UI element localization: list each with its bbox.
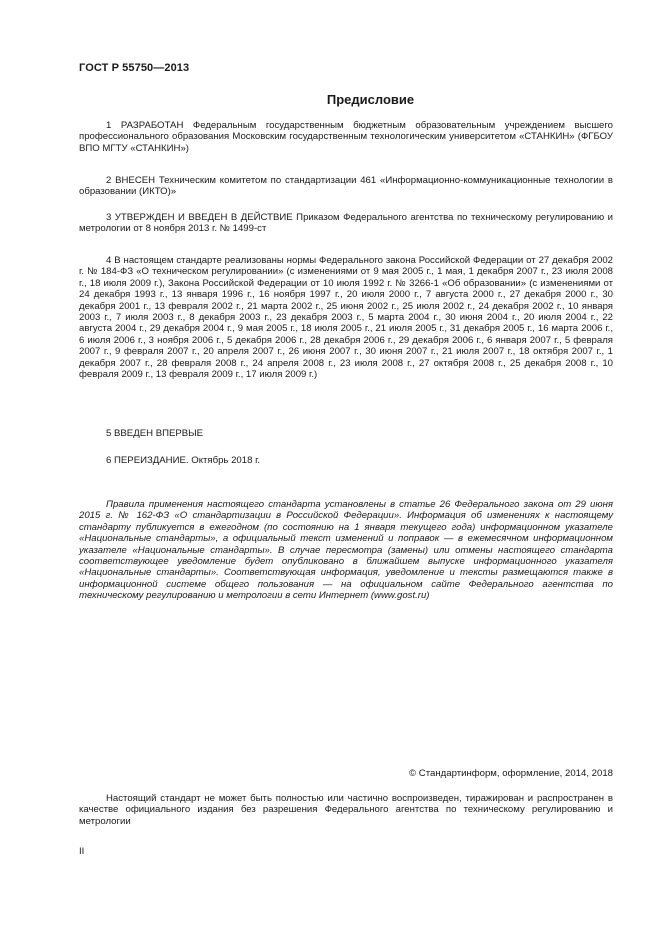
- copyright-line: © Стандартинформ, оформление, 2014, 2018: [409, 768, 613, 779]
- standard-id-header: ГОСТ Р 55750—2013: [79, 62, 190, 74]
- paragraph-2-introduced: 2 ВНЕСЕН Техническим комитетом по стандартизации 461 «Информационно-коммуникационные технологии в образовании (ИКТО)»: [79, 175, 613, 198]
- reproduction-notice: Настоящий стандарт не может быть полностью или частично воспроизведен, тиражирован и распространен в качестве официального издания без разрешения Федерального агентства по техническому регулированию и метрологии: [79, 793, 613, 827]
- page-title: Предисловие: [326, 92, 415, 107]
- paragraph-4-law-norms: 4 В настоящем стандарте реализованы нормы Федерального закона Российской Федерации от 27 декабря 2002 г. № 184-ФЗ «О техническом регулировании» (с изменениями от 9 мая 2005 г., 1 мая, 1 декабря 2007 г., 23 июля 2008 г., 18 июля 2009 г.), Закона Российской Федерации от 10 июля 1992 г. № 3266-1 «Об образовании» (с изменениями от 24 декабря 1993 г., 13 января 1996 г., 16 ноября 1997 г., 20 июля 2000 г., 7 августа 2000 г., 27 декабря 2000 г., 30 декабря 2001 г., 13 февраля 2002 г., 21 марта 2002 г., 25 июня 2002 г., 25 июля 2002 г., 24 декабря 2002 г., 10 января 2003 г., 7 июля 2003 г., 8 декабря 2003 г., 23 декабря 2003 г., 5 марта 2004 г., 30 июня 2004 г., 20 июля 2004 г., 22 августа 2004 г., 29 декабря 2004 г., 9 мая 2005 г., 18 июля 2005 г., 21 июля 2005 г., 31 декабря 2005 г., 16 марта 2006 г., 6 июля 2006 г., 3 ноября 2006 г., 5 декабря 2006 г., 28 декабря 2006 г., 29 декабря 2006 г., 6 января 2007 г., 5 февраля 2007 г., 9 февраля 2007 г., 20 апреля 2007 г., 26 июня 2007 г., 30 июня 2007 г., 21 июля 2007 г., 18 октября 2007 г., 1 декабря 2007 г., 28 февраля 2008 г., 24 апреля 2008 г., 23 июля 2008 г., 27 октября 2008 г., 25 декабря 2008 г., 10 февраля 2009 г., 13 февраля 2009 г., 17 июля 2009 г.): [79, 255, 613, 381]
- application-rules-notice: Правила применения настоящего стандарта установлены в статье 26 Федерального закона от 29 июня 2015 г. № 162-ФЗ «О стандартизации в Российской Федерации». Информация об изменениях к настоящему стандарту публикуется в ежегодном (по состоянию на 1 января текущего года) информационном указателе «Национальные стандарты», а официальный текст изменений и поправок — в ежемесячном информационном указателе «Национальные стандарты». В случае пересмотра (замены) или отмены настоящего стандарта соответствующее уведомление будет опубликовано в ближайшем выпуске информационного указателя «Национальные стандарты». Соответствующая информация, уведомление и тексты размещаются также в информационной системе общего пользования — на официальном сайте Федерального агентства по техническому регулированию и метрологии в сети Интернет (www.gost.ru): [79, 499, 613, 602]
- paragraph-1-developed: 1 РАЗРАБОТАН Федеральным государственным бюджетным образовательным учреждением высшего профессионального образования Московским государственным технологическим университетом «СТАНКИН» (ФГБОУ ВПО МГТУ «СТАНКИН»): [79, 120, 613, 154]
- paragraph-6-reissue: 6 ПЕРЕИЗДАНИЕ. Октябрь 2018 г.: [106, 455, 261, 466]
- page-number: II: [79, 846, 85, 857]
- paragraph-3-approved: 3 УТВЕРЖДЕН И ВВЕДЕН В ДЕЙСТВИЕ Приказом Федерального агентства по техническому регулированию и метрологии от 8 ноября 2013 г. № 1499-ст: [79, 212, 613, 235]
- paragraph-5-first-introduced: 5 ВВЕДЕН ВПЕРВЫЕ: [106, 428, 204, 439]
